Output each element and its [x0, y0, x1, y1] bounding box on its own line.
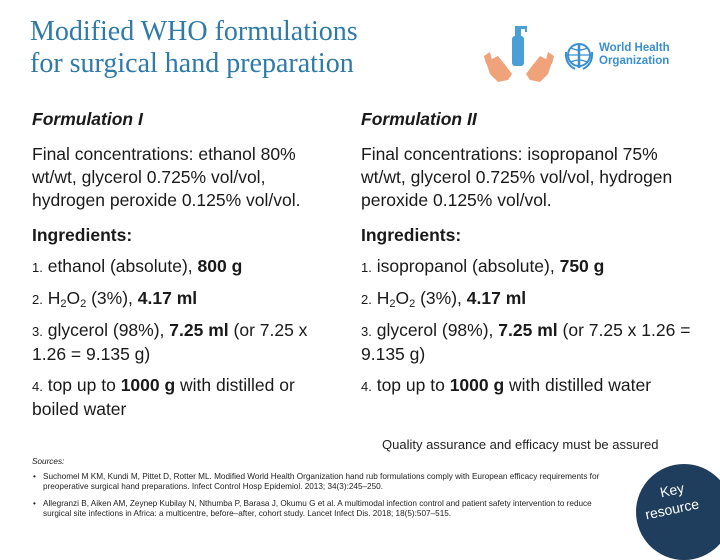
page-title — [30, 16, 460, 80]
who-logo-line-2: Organization — [599, 55, 670, 67]
source-item: • Suchomel M KM, Kundi M, Pittet D, Rotter ML. Modified World Health Organization hand rub formulations comply with European efficacy requirements for preoperative surgical hand preparations. Infect Control Hosp Epidemiol. 2013; 34(3):245–250. — [33, 471, 600, 491]
formulation-2-column — [361, 108, 701, 398]
quality-note: Quality assurance and efficacy must be assured — [382, 437, 659, 452]
sources-label: Sources: — [32, 457, 65, 466]
formulation-1-ingredients-label: Ingredients: — [32, 225, 133, 245]
sources-section — [32, 457, 622, 526]
key-resource-badge — [636, 464, 720, 560]
source-item: • Allegranzi B, Aiken AM, Zeynep Kubilay N, Nthumba P, Barasa J, Okumu G et al. A multimodal infection control and patient safety intervention to reduce surgical site infections in Africa: a multicentre, before–after, cohort study. Lancet Infect Dis. 2018; 18(5):507–515. — [33, 498, 592, 518]
ingredient-item: 3. glycerol (98%), 7.25 ml (or 7.25 x 1.26 = 9.135 g) — [361, 320, 691, 364]
who-logo — [563, 40, 703, 74]
title-line-2: for surgical hand preparation — [30, 48, 354, 79]
hands-sanitizer-icon — [478, 22, 560, 94]
ingredient-item: 4. top up to 1000 g with distilled or boiled water — [32, 375, 295, 419]
ingredient-item: 1. isopropanol (absolute), 750 g — [361, 256, 605, 276]
formulation-2-concentrations: Final concentrations: isopropanol 75% wt/wt, glycerol 0.725% vol/vol, hydrogen peroxide 0.125% vol/vol. — [361, 144, 673, 210]
formulation-2-ingredients-label: Ingredients: — [361, 225, 462, 245]
ingredient-item: 3. glycerol (98%), 7.25 ml (or 7.25 x 1.26 = 9.135 g) — [32, 320, 308, 364]
bullet-icon: • — [33, 498, 36, 508]
badge-line-2: resource — [643, 495, 701, 523]
bullet-icon: • — [33, 471, 36, 481]
hydrogen-peroxide-formula: $H_2O_2$ (3%), — [47, 288, 138, 310]
title-line-1: Modified WHO formulations — [30, 16, 358, 47]
ingredient-item: 4. top up to 1000 g with distilled water — [361, 375, 652, 395]
formulation-1-column — [32, 108, 337, 421]
ingredient-item: 2. $H_2O_2$ (3%), 4.17 ml — [32, 288, 198, 310]
badge-line-1: Key — [658, 479, 686, 501]
who-emblem-icon — [563, 40, 595, 72]
formulation-1-heading: Formulation I — [32, 109, 143, 129]
who-logo-text — [599, 42, 670, 68]
who-logo-line-1: World Health — [599, 42, 670, 54]
formulation-2-heading: Formulation II — [361, 109, 477, 129]
formulation-1-concentrations: Final concentrations: ethanol 80% wt/wt, glycerol 0.725% vol/vol, hydrogen peroxide 0.125% vol/vol. — [32, 144, 301, 210]
ingredient-item: 1. ethanol (absolute), 800 g — [32, 256, 243, 276]
ingredient-item: 2. $H_2O_2$ (3%), 4.17 ml — [361, 288, 527, 310]
hydrogen-peroxide-formula: $H_2O_2$ (3%), — [376, 288, 467, 310]
